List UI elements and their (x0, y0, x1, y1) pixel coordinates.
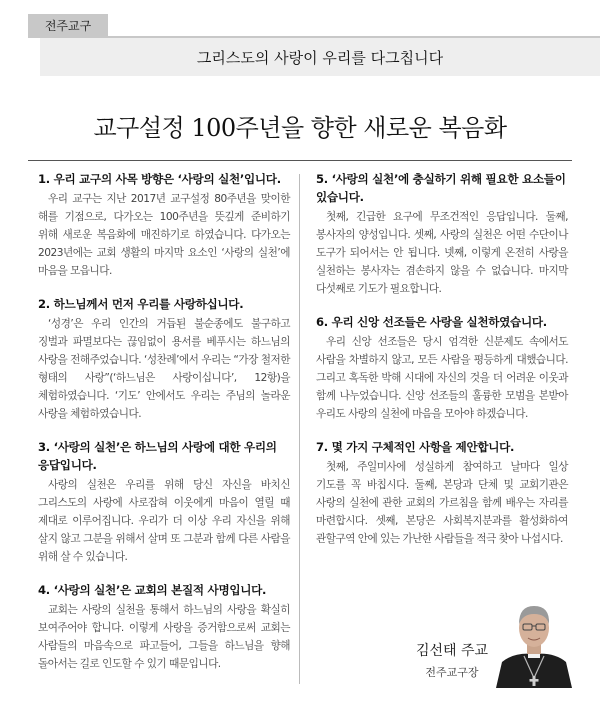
section-heading: 2. 하느님께서 먼저 우리를 사랑하십니다. (38, 297, 244, 311)
section-body: 사랑의 실천은 우리를 위해 당신 자신을 바치신 그리스도의 사랑에 사로잡혀 이웃에게 마음이 열릴 때 제대로 이루어집니다. 우리가 더 이상 우리 자신을 위해 살지 않고 그분을 위해서 살며 또 그분과 함께 다른 사람을 위해 살 수 있습니다. (38, 479, 290, 563)
section-heading: 3. ‘사랑의 실천’은 하느님의 사랑에 대한 우리의 응답입니다. (38, 440, 277, 472)
section-body: 첫째, 주일미사에 성실하게 참여하고 날마다 일상 기도를 꼭 바칩시다. 둘째, 본당과 단체 및 교회기관은 사랑의 실천에 관한 교회의 가르침을 함께 배우는 자리를 마련합시다. 셋째, 본당은 사회복지분과를 활성화하여 관할구역 안에 있는 가난한 사람들을 적극 찾아 나섭시다. (316, 461, 568, 545)
article-section-6 (316, 313, 568, 423)
section-heading: 4. ‘사랑의 실천’은 교회의 본질적 사명입니다. (38, 583, 267, 597)
signature-name: 김선태 주교 (415, 643, 489, 659)
section-body: ‘성경’은 우리 인간의 거듭된 불순종에도 불구하고 징벌과 파멸보다는 끊임없이 용서를 베푸시는 하느님의 사랑을 전해주었습니다. ‘성찬례’에서 우리는 “가장 철저한 형태의 사랑”(‘하느님은 사랑이십니다’, 12항)을 체험하였습니다. ‘기도’ 안에서도 우리는 주님의 놀라운 사랑을 체험하였습니다. (38, 318, 290, 420)
section-body: 우리 신앙 선조들은 당시 엄격한 신분제도 속에서도 사람을 차별하지 않고, 모든 사람을 평등하게 대했습니다. 그리고 혹독한 박해 시대에 자신의 것을 더 어려운 이웃과 함께 나누었습니다. 신앙 선조들의 훌륭한 모범을 본받아 우리도 사랑의 실천에 마음을 모아야 하겠습니다. (316, 336, 568, 420)
headline-divider (28, 160, 572, 161)
section-heading: 7. 몇 가지 구체적인 사항을 제안합니다. (316, 440, 515, 454)
article-headline: 교구설정 100주년을 향한 새로운 복음화 (93, 114, 507, 142)
article-section-1 (38, 170, 290, 280)
section-body: 우리 교구는 지난 2017년 교구설정 80주년을 맞이한 해를 기점으로, 다가오는 100주년을 뜻깊게 준비하기 위해 새로운 복음화에 매진하기로 하였습니다. 다가오는 2023년에는 교회 생활의 마지막 요소인 ‘사랑의 실천’에 마음을 모읍니다. (38, 193, 290, 277)
section-body: 교회는 사랑의 실천을 통해서 하느님의 사랑을 확실히 보여주어야 합니다. 이렇게 사랑을 증거함으로써 교회는 사람들의 마음속으로 파고들어, 그들을 하느님을 향해 돌아서는 길로 인도할 수 있기 때문입니다. (38, 604, 290, 670)
article-section-7 (316, 438, 568, 548)
banner-title: 그리스도의 사랑이 우리를 다그칩니다 (40, 38, 600, 76)
section-heading: 5. ‘사랑의 실천’에 충실하기 위해 필요한 요소들이 있습니다. (316, 172, 566, 204)
signature-title: 전주교구장 (425, 666, 479, 679)
section-heading: 6. 우리 신앙 선조들은 사랑을 실천하였습니다. (316, 315, 547, 329)
section-tag: 전주교구 (28, 14, 108, 36)
section-heading: 1. 우리 교구의 사목 방향은 ‘사랑의 실천’입니다. (38, 172, 281, 186)
article-section-2 (38, 295, 290, 423)
column-divider (299, 174, 300, 684)
section-body: 첫째, 긴급한 요구에 무조건적인 응답입니다. 둘째, 봉사자의 양성입니다. 셋째, 사랑의 실천은 어떤 수단이나 도구가 되어서는 안 됩니다. 넷째, 이렇게 온전히 사랑을 실천하는 봉사자는 겸손하지 않을 수 없습니다. 마지막 다섯째로 기도가 필요합니다. (316, 211, 568, 295)
bishop-portrait-photo (494, 592, 574, 688)
right-column (316, 170, 568, 563)
left-column (38, 170, 290, 688)
article-section-4 (38, 581, 290, 673)
article-section-5 (316, 170, 568, 298)
article-section-3 (38, 438, 290, 566)
